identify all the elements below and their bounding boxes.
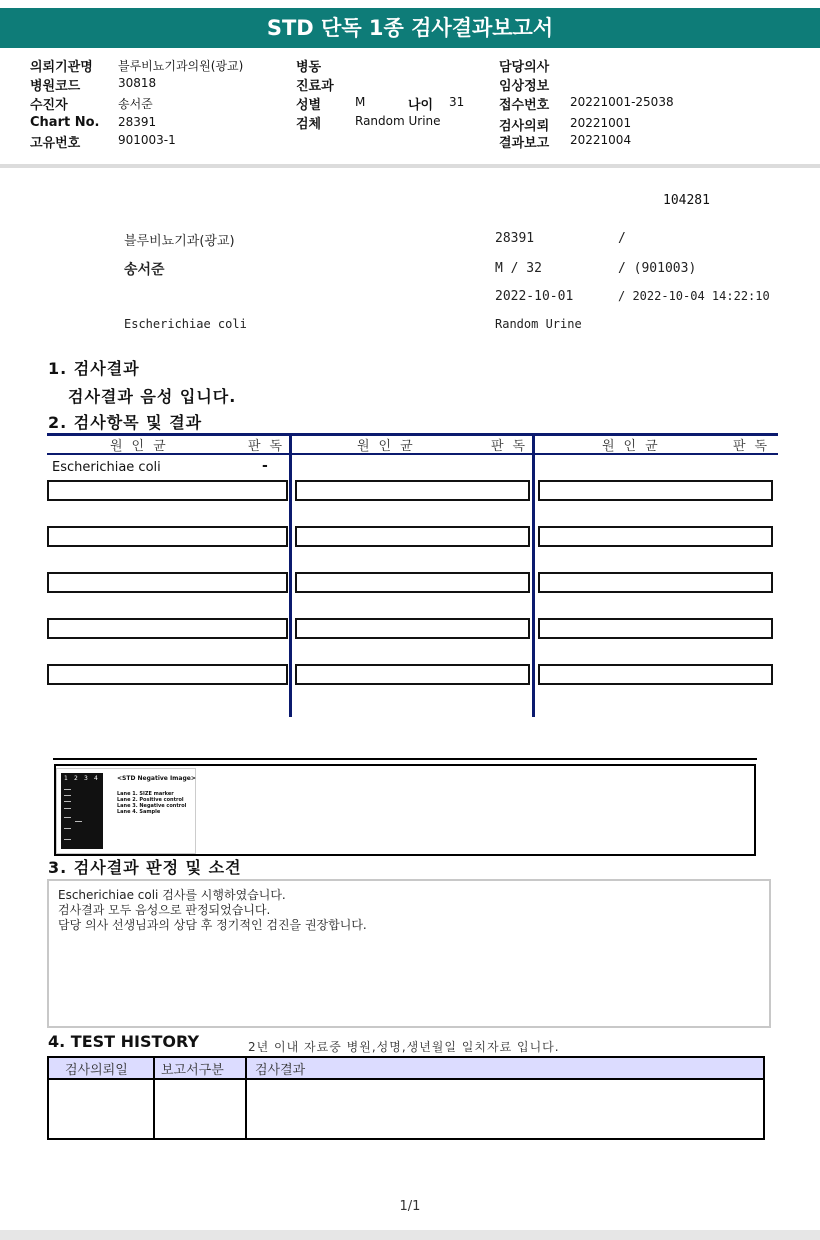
result-value: - — [262, 458, 268, 474]
gel-lane-legend: Lane 2. Positive control — [117, 797, 184, 803]
history-column-divider — [153, 1058, 155, 1138]
result-pathogen-name: Escherichiae coli — [52, 460, 161, 475]
info-slash: / — [618, 231, 626, 246]
col-header-pathogen: 원인균 — [357, 439, 422, 454]
gel-band — [64, 817, 71, 818]
results-column-divider — [532, 433, 535, 717]
gel-band — [64, 808, 71, 809]
lane-number: 4 — [94, 775, 98, 782]
opinion-line: 담당 의사 선생님과의 상담 후 정기적인 검진을 권장합니다. — [58, 918, 367, 932]
result-cell — [295, 664, 530, 685]
result-cell — [47, 664, 288, 685]
chart-label: Chart No. — [30, 115, 100, 130]
doctor-label: 담당의사 — [499, 60, 550, 75]
lane-number: 2 — [74, 775, 78, 782]
code-value: 30818 — [118, 76, 157, 90]
id-value: 901003-1 — [118, 133, 176, 147]
lane-number: 3 — [84, 775, 88, 782]
hospital-label: 의뢰기관명 — [30, 60, 93, 75]
id-label: 고유번호 — [30, 136, 81, 151]
report-label: 결과보고 — [499, 136, 550, 151]
gel-band — [64, 801, 71, 802]
col-header-result: 판독 — [733, 439, 777, 454]
receipt-value: 20221001-25038 — [570, 95, 674, 109]
header-divider — [0, 164, 820, 168]
patient-value: 송서준 — [118, 97, 153, 111]
result-cell — [538, 572, 773, 593]
result-cell — [47, 480, 288, 501]
dept-label: 진료과 — [296, 79, 334, 94]
section2-title: 2. 검사항목 및 결과 — [48, 413, 203, 432]
col-header-pathogen: 원인균 — [602, 439, 667, 454]
history-table — [47, 1056, 765, 1140]
result-cell — [538, 480, 773, 501]
info-hospital: 블루비뇨기과(광교) — [124, 234, 235, 249]
history-note: 2년 이내 자료중 병원,성명,생년월일 일치자료 입니다. — [248, 1040, 560, 1054]
opinion-line: Escherichiae coli 검사를 시행하였습니다. — [58, 888, 286, 902]
history-column-divider — [245, 1058, 247, 1138]
info-test: Escherichiae coli — [124, 317, 247, 331]
col-header-result: 판독 — [248, 439, 292, 454]
chart-value: 28391 — [118, 115, 157, 129]
sex-value: M — [355, 95, 366, 109]
gel-band — [64, 828, 71, 829]
age-value: 31 — [449, 95, 465, 109]
opinion-line: 검사결과 모두 음성으로 판정되었습니다. — [58, 903, 271, 917]
col-header-pathogen: 원인균 — [110, 439, 175, 454]
info-birth: / (901003) — [618, 261, 697, 276]
gel-image-thumbnail — [56, 768, 196, 854]
gel-band — [64, 839, 71, 840]
col-header-result: 판독 — [491, 439, 535, 454]
report-header — [0, 54, 820, 164]
lane-number: 1 — [64, 775, 68, 782]
report-value: 20221004 — [570, 133, 632, 147]
result-cell — [47, 526, 288, 547]
history-col-result: 검사결과 — [255, 1063, 306, 1078]
result-cell — [47, 572, 288, 593]
result-cell — [295, 526, 530, 547]
gel-band — [75, 821, 82, 822]
info-request-date: 2022-10-01 — [495, 289, 574, 304]
result-cell — [538, 618, 773, 639]
clinical-label: 임상정보 — [499, 79, 550, 94]
result-cell — [47, 618, 288, 639]
info-report-datetime: / 2022-10-04 14:22:10 — [618, 289, 770, 303]
result-cell — [295, 480, 530, 501]
report-title: STD 단독 1종 검사결과보고서 — [0, 8, 820, 48]
info-sex-age: M / 32 — [495, 261, 542, 276]
section1-title: 1. 검사결과 — [48, 359, 140, 378]
result-cell — [538, 664, 773, 685]
section3-title: 3. 검사결과 판정 및 소견 — [48, 858, 242, 877]
result-cell — [295, 618, 530, 639]
page-number: 1/1 — [399, 1199, 421, 1214]
image-section-rule — [53, 758, 757, 760]
history-col-type: 보고서구분 — [161, 1063, 224, 1078]
history-header-row — [49, 1058, 763, 1080]
result-cell — [295, 572, 530, 593]
patient-label: 수진자 — [30, 98, 68, 113]
ward-label: 병동 — [296, 60, 322, 75]
request-value: 20221001 — [570, 116, 632, 130]
info-patient-name: 송서준 — [124, 262, 165, 278]
receipt-label: 접수번호 — [499, 98, 550, 113]
sex-label: 성별 — [296, 98, 322, 113]
document-number: 104281 — [663, 193, 710, 208]
specimen-label: 검체 — [296, 117, 322, 132]
info-specimen: Random Urine — [495, 317, 582, 331]
gel-image-title: <STD Negative Image> — [117, 775, 196, 782]
age-label: 나이 — [408, 98, 434, 113]
section4-title: 4. TEST HISTORY — [48, 1032, 200, 1051]
bottom-bar — [0, 1230, 820, 1240]
gel-photo — [61, 773, 103, 849]
gel-lane-legend: Lane 1. SIZE marker — [117, 791, 174, 797]
request-label: 검사의뢰 — [499, 119, 550, 134]
code-label: 병원코드 — [30, 79, 81, 94]
history-col-date: 검사의뢰일 — [65, 1063, 128, 1078]
result-cell — [538, 526, 773, 547]
gel-band — [64, 795, 71, 796]
specimen-value: Random Urine — [355, 114, 441, 128]
info-chart: 28391 — [495, 231, 535, 246]
gel-lane-legend: Lane 3. Negative control — [117, 803, 187, 809]
result-summary: 검사결과 음성 입니다. — [68, 387, 237, 406]
gel-lane-legend: Lane 4. Sample — [117, 809, 161, 815]
results-column-divider — [289, 433, 292, 717]
gel-band — [64, 789, 71, 790]
hospital-value: 블루비뇨기과의원(광교) — [118, 59, 244, 73]
